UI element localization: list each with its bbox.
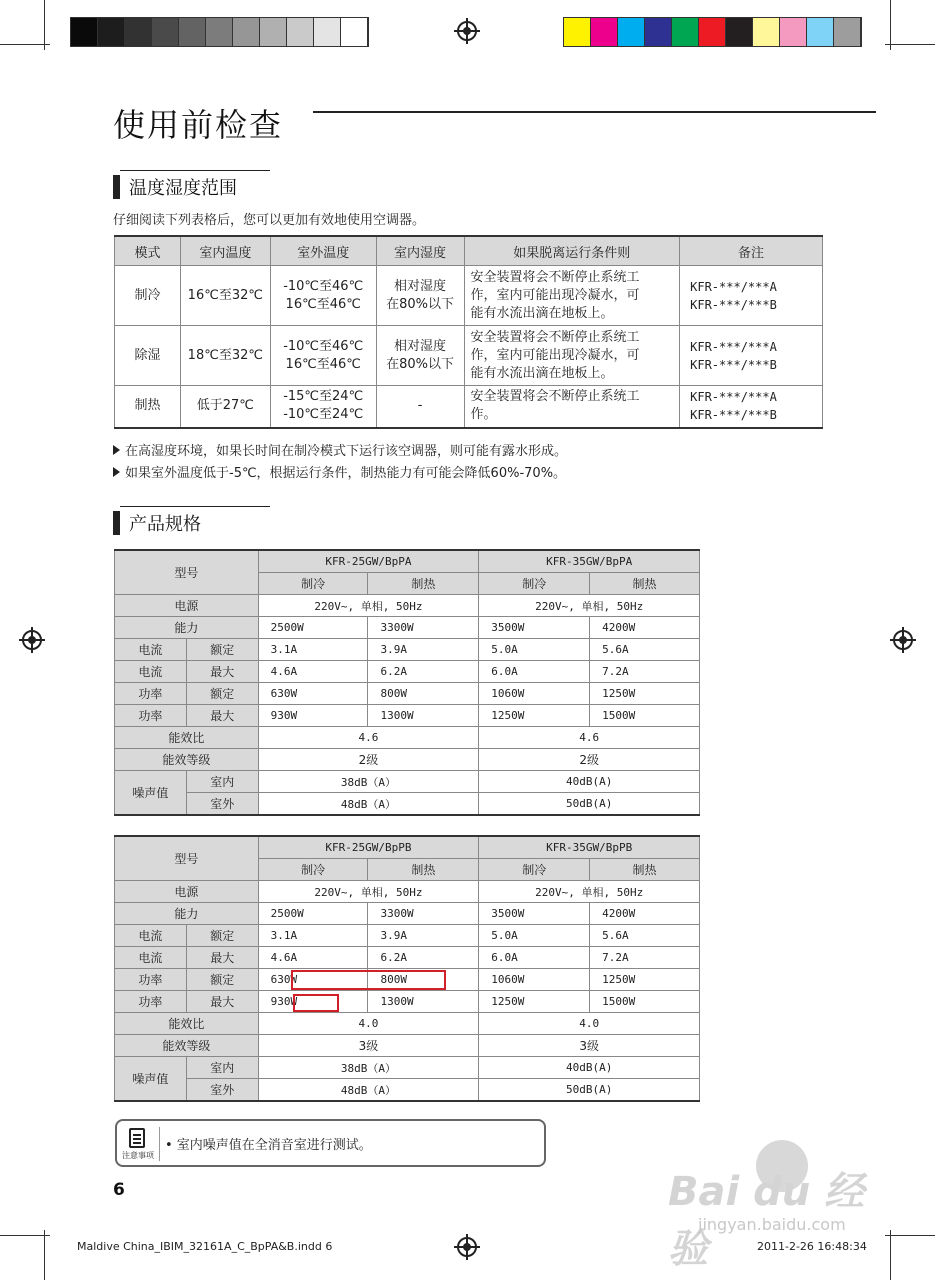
spec-value-cell: 1250W	[590, 969, 700, 991]
consequence-cell	[464, 326, 680, 386]
humidity-cell: -	[376, 386, 464, 428]
triangle-bullet-icon	[113, 445, 120, 455]
color-swatch	[699, 18, 726, 46]
note-item	[113, 463, 567, 485]
line: KFR-***/***B	[690, 357, 777, 372]
watermark-url: jingyan.baidu.com	[698, 1215, 846, 1234]
section-heading-text: 产品规格	[129, 514, 201, 535]
table-row	[115, 1079, 700, 1102]
row-sublabel: 室外	[186, 1079, 258, 1102]
table-row	[115, 925, 700, 947]
spec-value-cell: 3300W	[368, 903, 479, 925]
table-row	[115, 947, 700, 969]
model-name: KFR-35GW/BpPA	[479, 550, 700, 573]
humidity-cell	[376, 266, 464, 326]
color-swatch	[807, 18, 834, 46]
row-sublabel: 额定	[186, 683, 258, 705]
remark-cell	[680, 386, 823, 428]
row-label: 能效等级	[115, 749, 259, 771]
row-label: 电流	[115, 661, 187, 683]
row-sublabel: 最大	[186, 991, 258, 1013]
row-label: 噪声值	[115, 771, 187, 816]
color-swatch	[753, 18, 780, 46]
line: 在80%以下	[386, 296, 455, 312]
consequence-cell	[464, 266, 680, 326]
note-text: 在高湿度环境，如果长时间在制冷模式下运行该空调器，则可能有露水形成。	[125, 444, 568, 459]
spec-value-cell: 220V~, 单相, 50Hz	[258, 881, 479, 903]
table-row	[115, 266, 823, 326]
spec-value-cell: 6.2A	[368, 661, 479, 683]
table-row	[115, 1057, 700, 1079]
col-header: 制热	[590, 573, 700, 595]
color-swatch	[179, 18, 206, 46]
spec-value-cell: 930W	[258, 705, 368, 727]
model-name: KFR-25GW/BpPB	[258, 836, 479, 859]
line: -10℃至46℃	[283, 278, 364, 294]
table-row	[115, 1035, 700, 1057]
line: 16℃至46℃	[285, 356, 361, 372]
color-swatch	[314, 18, 341, 46]
col-header: 制冷	[258, 859, 368, 881]
color-swatch	[618, 18, 645, 46]
col-header: 制热	[368, 859, 479, 881]
color-swatch	[672, 18, 699, 46]
process-color-bar	[563, 17, 862, 47]
note-text: 如果室外温度低于-5℃，根据运行条件，制热能力有可能会降低60%-70%。	[125, 466, 567, 481]
crop-mark	[885, 44, 935, 45]
row-label: 能效比	[115, 727, 259, 749]
color-swatch	[152, 18, 179, 46]
color-swatch	[287, 18, 314, 46]
indoor-temp-cell: 低于27℃	[180, 386, 270, 428]
spec-value-cell: 220V~, 单相, 50Hz	[479, 595, 700, 617]
spec-value-cell: 1060W	[479, 683, 590, 705]
spec-value-cell: 4.6A	[258, 661, 368, 683]
spec-value-cell: 5.6A	[590, 925, 700, 947]
spec-value-cell: 3500W	[479, 903, 590, 925]
spec-value-cell: 1500W	[590, 705, 700, 727]
row-label: 功率	[115, 705, 187, 727]
table-row	[115, 326, 823, 386]
table-row	[115, 386, 823, 428]
indoor-temp-cell: 16℃至32℃	[180, 266, 270, 326]
spec-value-cell: 38dB（A）	[258, 771, 479, 793]
grayscale-color-bar	[70, 17, 369, 47]
col-header: 室内温度	[180, 236, 270, 266]
watermark-logo: Bai du 经验	[668, 1169, 865, 1272]
mode-cell: 制热	[115, 386, 181, 428]
line: 16℃至46℃	[285, 296, 361, 312]
col-header: 制热	[368, 573, 479, 595]
color-swatch	[260, 18, 287, 46]
color-swatch	[98, 18, 125, 46]
triangle-bullet-icon	[113, 467, 120, 477]
footer-file-info: Maldive China_IBIM_32161A_C_BpPA&B.indd 6	[77, 1240, 333, 1253]
consequence-cell	[464, 386, 680, 428]
row-label: 能效比	[115, 1013, 259, 1035]
spec-value-cell: 800W	[368, 969, 479, 991]
row-label: 电源	[115, 881, 259, 903]
spec-value-cell: 1300W	[368, 705, 479, 727]
table-row	[115, 903, 700, 925]
color-swatch	[564, 18, 591, 46]
row-label: 能力	[115, 617, 259, 639]
spec-value-cell: 38dB（A）	[258, 1057, 479, 1079]
row-label: 电流	[115, 639, 187, 661]
spec-value-cell: 48dB（A）	[258, 793, 479, 816]
spec-value-cell: 1250W	[479, 991, 590, 1013]
crop-mark	[44, 0, 45, 50]
spec-value-cell: 1300W	[368, 991, 479, 1013]
col-header: 制热	[590, 859, 700, 881]
remark-cell	[680, 326, 823, 386]
spec-value-cell: 3级	[258, 1035, 479, 1057]
spec-value-cell: 40dB(A)	[479, 1057, 700, 1079]
table-header-row	[115, 236, 823, 266]
spec-value-cell: 800W	[368, 683, 479, 705]
note-document-icon	[129, 1128, 145, 1148]
spec-value-cell: 48dB（A）	[258, 1079, 479, 1102]
table-row	[115, 661, 700, 683]
outdoor-temp-cell	[270, 326, 376, 386]
color-swatch	[233, 18, 260, 46]
line: 作。	[470, 407, 497, 423]
row-label: 功率	[115, 991, 187, 1013]
line: KFR-***/***B	[690, 297, 777, 312]
spec-value-cell: 3.9A	[368, 925, 479, 947]
color-swatch	[726, 18, 753, 46]
spec-value-cell: 4.6A	[258, 947, 368, 969]
line: 安全装置将会不断停止系统工	[470, 329, 640, 345]
page-number: 6	[113, 1180, 125, 1200]
humidity-cell	[376, 326, 464, 386]
line: KFR-***/***A	[690, 279, 777, 294]
line: KFR-***/***A	[690, 339, 777, 354]
section-heading-text: 温度湿度范围	[129, 178, 237, 199]
spec-value-cell: 2500W	[258, 903, 368, 925]
row-label: 功率	[115, 683, 187, 705]
table-row	[115, 617, 700, 639]
row-sublabel: 最大	[186, 705, 258, 727]
spec-value-cell: 4.6	[479, 727, 700, 749]
spec-table	[114, 835, 700, 1102]
spec-value-cell: 2级	[479, 749, 700, 771]
spec-value-cell: 3级	[479, 1035, 700, 1057]
col-header: 室内湿度	[376, 236, 464, 266]
spec-value-cell: 4.0	[258, 1013, 479, 1035]
spec-value-cell: 3300W	[368, 617, 479, 639]
row-label: 功率	[115, 969, 187, 991]
row-label: 能效等级	[115, 1035, 259, 1057]
table-row	[115, 749, 700, 771]
row-label: 电源	[115, 595, 259, 617]
footer-timestamp: 2011-2-26 16:48:34	[757, 1240, 867, 1253]
row-label: 型号	[115, 550, 259, 595]
col-header: 如果脱离运行条件则	[464, 236, 680, 266]
spec-value-cell: 5.0A	[479, 639, 590, 661]
row-label: 电流	[115, 925, 187, 947]
spec-value-cell: 630W	[258, 969, 368, 991]
outdoor-temp-cell	[270, 266, 376, 326]
crop-mark	[890, 1230, 891, 1280]
color-swatch	[645, 18, 672, 46]
line: 相对湿度	[394, 278, 447, 294]
spec-value-cell: 2500W	[258, 617, 368, 639]
title-rule	[313, 111, 876, 113]
model-name: KFR-35GW/BpPB	[479, 836, 700, 859]
note-box-text: • 室内噪声值在全消音室进行测试。	[165, 1138, 372, 1153]
spec-value-cell: 3500W	[479, 617, 590, 639]
col-header: 模式	[115, 236, 181, 266]
section-heading-temperature	[113, 173, 273, 201]
registration-mark-icon	[893, 630, 913, 650]
row-label: 噪声值	[115, 1057, 187, 1102]
crop-mark	[0, 44, 50, 45]
row-label: 型号	[115, 836, 259, 881]
row-sublabel: 室内	[186, 1057, 258, 1079]
color-swatch	[591, 18, 618, 46]
col-header: 制冷	[258, 573, 368, 595]
line: -15℃至24℃	[283, 389, 364, 405]
crop-mark	[885, 1235, 935, 1236]
registration-mark-icon	[457, 21, 477, 41]
spec-value-cell: 6.0A	[479, 947, 590, 969]
spec-value-cell: 40dB(A)	[479, 771, 700, 793]
line: 能有水流出滴在地板上。	[470, 365, 614, 381]
operating-range-table	[114, 235, 823, 429]
notes-list	[113, 441, 567, 485]
col-header: 室外温度	[270, 236, 376, 266]
table-row	[115, 683, 700, 705]
table-row	[115, 550, 700, 573]
baidu-watermark	[668, 1140, 888, 1272]
color-swatch	[125, 18, 152, 46]
table-row	[115, 639, 700, 661]
line: 作，室内可能出现冷凝水，可	[470, 287, 640, 303]
line: KFR-***/***B	[690, 408, 777, 423]
table-row	[115, 836, 700, 859]
col-header: 备注	[680, 236, 823, 266]
spec-value-cell: 7.2A	[590, 661, 700, 683]
line: 作，室内可能出现冷凝水，可	[470, 347, 640, 363]
color-swatch	[341, 18, 368, 46]
section-heading-specs	[113, 509, 273, 537]
outdoor-temp-cell	[270, 386, 376, 428]
color-swatch	[834, 18, 861, 46]
line: KFR-***/***A	[690, 390, 777, 405]
row-sublabel: 最大	[186, 947, 258, 969]
spec-value-cell: 6.2A	[368, 947, 479, 969]
spec-value-cell: 630W	[258, 683, 368, 705]
spec-value-cell: 930W	[258, 991, 368, 1013]
spec-value-cell: 5.6A	[590, 639, 700, 661]
spec-value-cell: 7.2A	[590, 947, 700, 969]
row-label: 能力	[115, 903, 259, 925]
spec-value-cell: 5.0A	[479, 925, 590, 947]
remark-cell	[680, 266, 823, 326]
mode-cell: 制冷	[115, 266, 181, 326]
spec-value-cell: 6.0A	[479, 661, 590, 683]
table-row	[115, 991, 700, 1013]
color-swatch	[780, 18, 807, 46]
note-item	[113, 441, 567, 463]
spec-value-cell: 1250W	[479, 705, 590, 727]
spec-value-cell: 3.1A	[258, 925, 368, 947]
divider	[159, 1127, 160, 1161]
crop-mark	[890, 0, 891, 50]
line: 安全装置将会不断停止系统工	[470, 269, 640, 285]
spec-value-cell: 1500W	[590, 991, 700, 1013]
intro-text: 仔细阅读下列表格后，您可以更加有效地使用空调器。	[113, 213, 426, 228]
spec-value-cell: 2级	[258, 749, 479, 771]
row-sublabel: 额定	[186, 639, 258, 661]
line: 相对湿度	[394, 338, 447, 354]
crop-mark	[44, 1230, 45, 1280]
col-header: 制冷	[479, 573, 590, 595]
spec-value-cell: 3.1A	[258, 639, 368, 661]
row-sublabel: 室内	[186, 771, 258, 793]
mode-cell: 除湿	[115, 326, 181, 386]
spec-value-cell: 4200W	[590, 903, 700, 925]
table-row	[115, 595, 700, 617]
line: -10℃至46℃	[283, 338, 364, 354]
spec-value-cell: 4.6	[258, 727, 479, 749]
line: 安全装置将会不断停止系统工	[470, 389, 640, 405]
row-label: 电流	[115, 947, 187, 969]
row-sublabel: 额定	[186, 969, 258, 991]
model-name: KFR-25GW/BpPA	[258, 550, 479, 573]
row-sublabel: 额定	[186, 925, 258, 947]
spec-value-cell: 3.9A	[368, 639, 479, 661]
spec-value-cell: 220V~, 单相, 50Hz	[258, 595, 479, 617]
line: -10℃至24℃	[283, 407, 364, 423]
spec-value-cell: 50dB(A)	[479, 1079, 700, 1102]
note-box	[115, 1119, 546, 1167]
col-header: 制冷	[479, 859, 590, 881]
table-row	[115, 771, 700, 793]
line: 在80%以下	[386, 356, 455, 372]
table-row	[115, 705, 700, 727]
row-sublabel: 室外	[186, 793, 258, 816]
table-row	[115, 881, 700, 903]
note-icon-label: 注意事项	[122, 1151, 154, 1160]
spec-value-cell: 4.0	[479, 1013, 700, 1035]
color-swatch	[71, 18, 98, 46]
spec-value-cell: 4200W	[590, 617, 700, 639]
page-title: 使用前检查	[113, 106, 284, 144]
registration-mark-icon	[457, 1237, 477, 1257]
color-swatch	[206, 18, 233, 46]
spec-value-cell: 1060W	[479, 969, 590, 991]
highlight-box-rated-power	[291, 970, 446, 990]
row-sublabel: 最大	[186, 661, 258, 683]
spec-value-cell: 1250W	[590, 683, 700, 705]
indoor-temp-cell: 18℃至32℃	[180, 326, 270, 386]
spec-table	[114, 549, 700, 816]
line: 能有水流出滴在地板上。	[470, 305, 614, 321]
table-row	[115, 1013, 700, 1035]
registration-mark-icon	[22, 630, 42, 650]
table-row	[115, 727, 700, 749]
table-row	[115, 793, 700, 816]
crop-mark	[0, 1235, 50, 1236]
spec-value-cell: 220V~, 单相, 50Hz	[479, 881, 700, 903]
highlight-box-max-power	[293, 994, 339, 1012]
spec-value-cell: 50dB(A)	[479, 793, 700, 816]
